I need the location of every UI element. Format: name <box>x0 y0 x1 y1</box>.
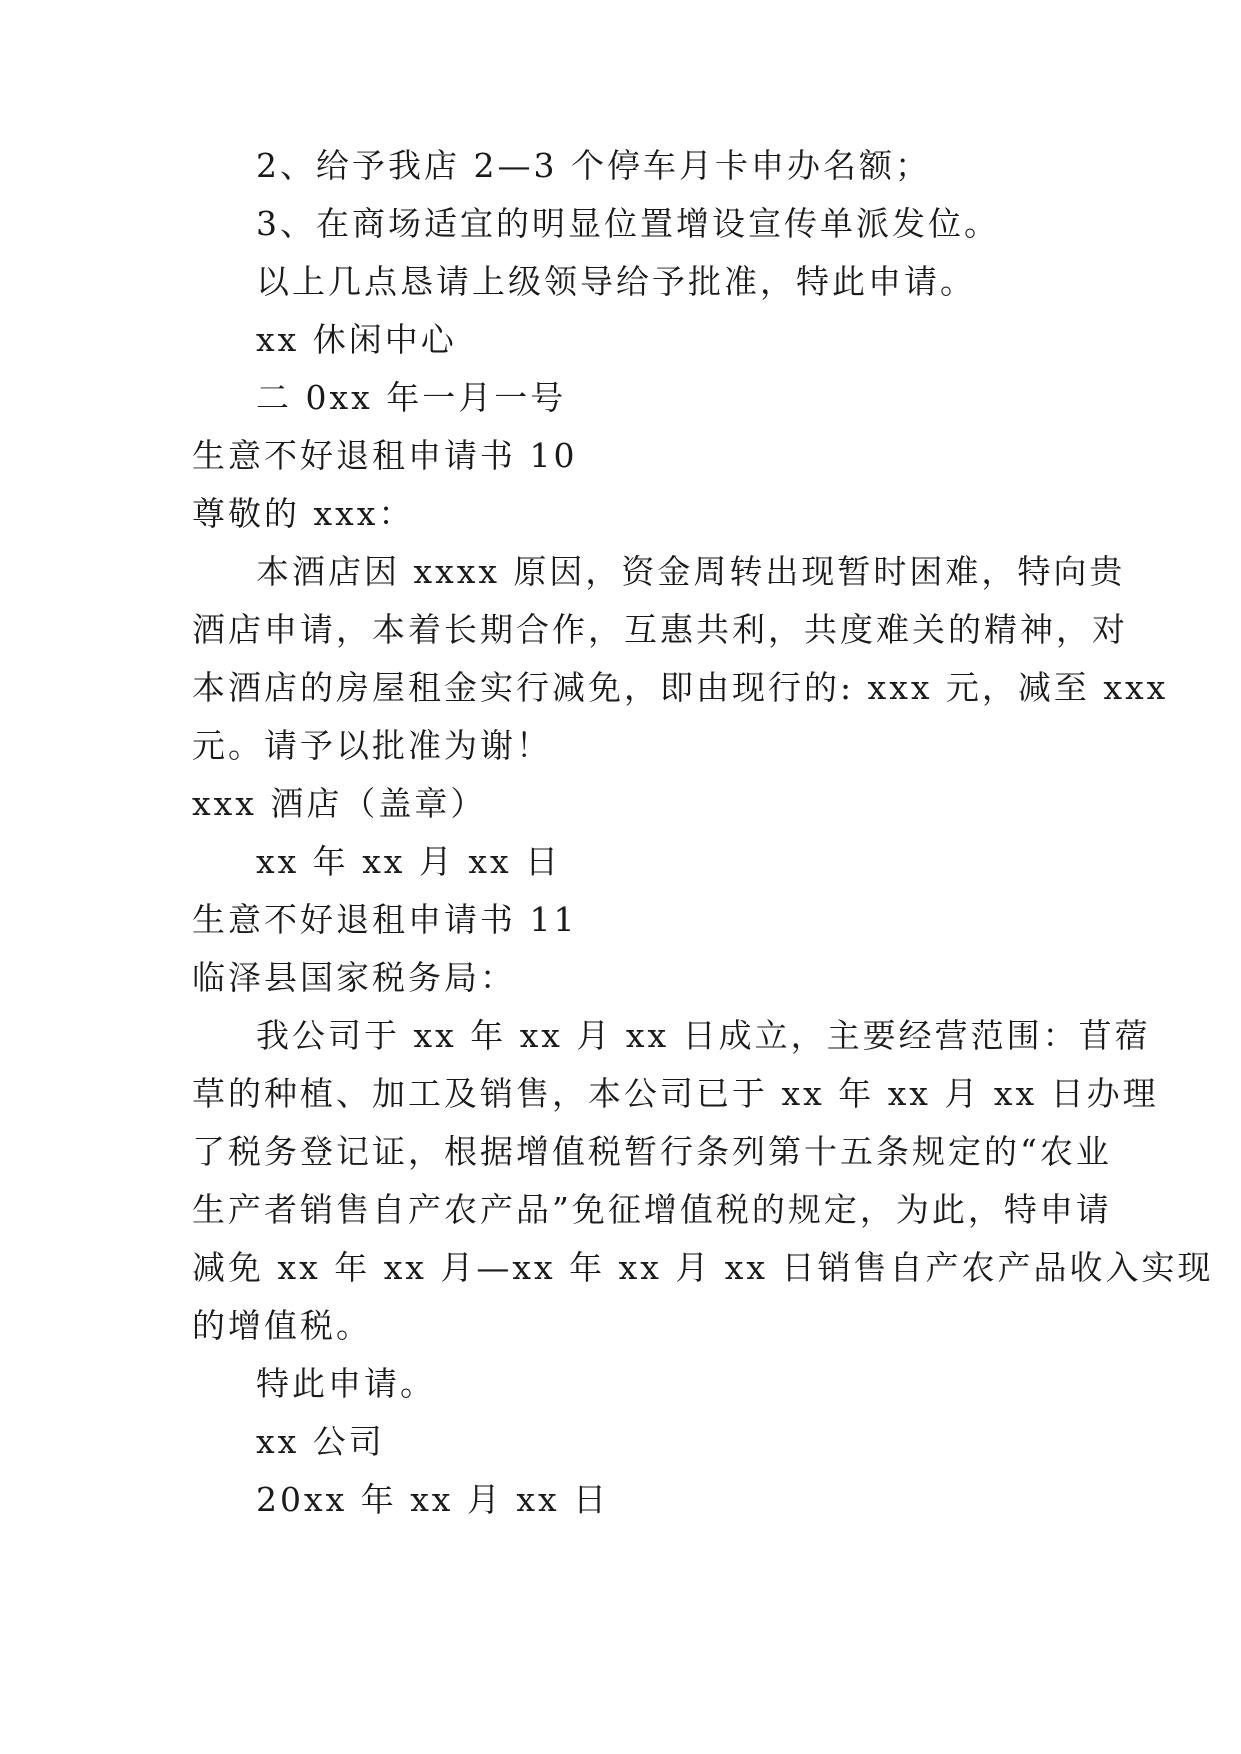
text-line: 元。请予以批准为谢！ <box>192 726 552 765</box>
text-line: 减免 xx 年 xx 月—xx 年 xx 月 xx 日销售自产农产品收入实现 <box>192 1248 1214 1287</box>
text-line: 特此申请。 <box>256 1364 436 1403</box>
text-line: 生产者销售自产农产品”免征增值税的规定，为此，特申请 <box>192 1190 1112 1229</box>
date-line: xx 年 xx 月 xx 日 <box>256 842 562 881</box>
text-line: xx 休闲中心 <box>256 320 457 359</box>
text-line: 我公司于 xx 年 xx 月 xx 日成立，主要经营范围：苜蓿 <box>256 1016 1151 1055</box>
text-line: 了税务登记证，根据增值税暂行条列第十五条规定的“农业 <box>192 1132 1112 1171</box>
text-line: 以上几点恳请上级领导给予批准，特此申请。 <box>256 262 976 301</box>
text-line: 草的种植、加工及销售，本公司已于 xx 年 xx 月 xx 日办理 <box>192 1074 1159 1113</box>
section-heading: 生意不好退租申请书 11 <box>192 900 578 939</box>
text-line: 2、给予我店 2—3 个停车月卡申办名额； <box>256 146 931 185</box>
salutation: 尊敬的 xxx： <box>192 494 415 533</box>
signature-line: xxx 酒店（盖章） <box>192 784 487 823</box>
text-line: 二 0xx 年一月一号 <box>256 378 567 417</box>
text-line: 3、在商场适宜的明显位置增设宣传单派发位。 <box>256 204 1000 243</box>
text-line: 酒店申请，本着长期合作，互惠共利，共度难关的精神，对 <box>192 610 1128 649</box>
date-line: 20xx 年 xx 月 xx 日 <box>256 1480 610 1519</box>
text-line: 本酒店的房屋租金实行减免，即由现行的: xxx 元，减至 xxx <box>192 668 1169 707</box>
section-heading: 生意不好退租申请书 10 <box>192 436 578 475</box>
text-line: 本酒店因 xxxx 原因，资金周转出现暂时困难，特向贵 <box>256 552 1126 591</box>
signature-line: xx 公司 <box>256 1422 385 1461</box>
salutation: 临泽县国家税务局： <box>192 958 516 997</box>
text-line: 的增值税。 <box>192 1306 372 1345</box>
